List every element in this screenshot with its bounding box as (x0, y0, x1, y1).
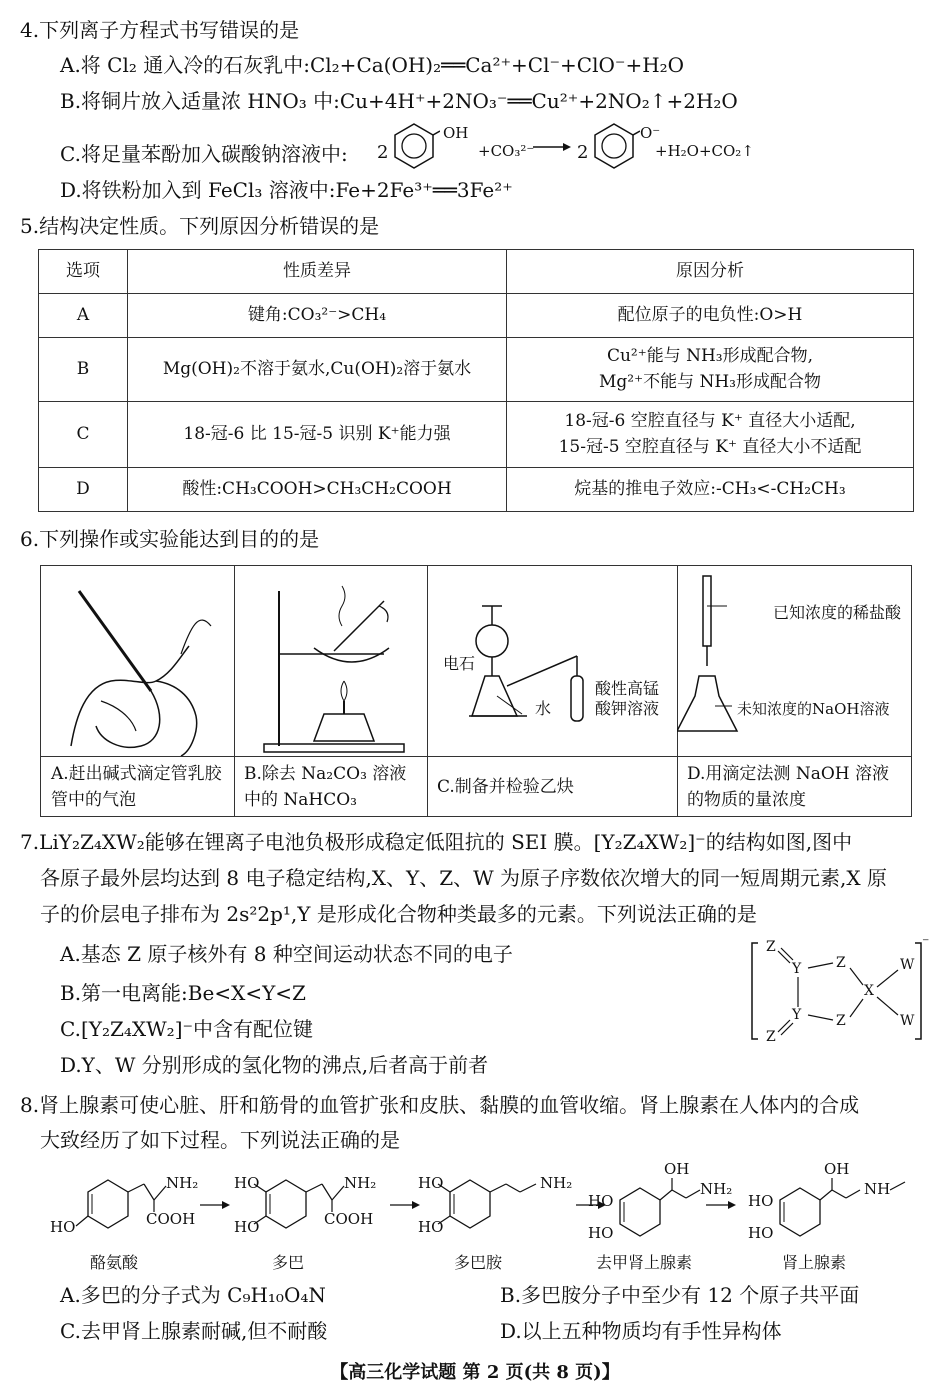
page-footer: 【高三化学试题 第 2 页(共 8 页)】 (330, 1362, 620, 1383)
table-cell: 酸性:CH₃COOH>CH₃CH₂COOH (128, 468, 507, 512)
table-cell: B (39, 338, 128, 402)
table-cell-line: Mg²⁺不能与 NH₃形成配合物 (599, 371, 821, 392)
table-cell: 配位原子的电负性:O>H (507, 294, 914, 338)
group-nh2: NH₂ (540, 1174, 573, 1192)
titration-setup-icon (677, 566, 911, 756)
table-row (39, 468, 914, 512)
q7-stem-line3: 子的价层电子排布为 2s²2p¹,Y 是形成化合物种类最多的元素。下列说法正确的是 (40, 902, 757, 926)
table-cell: A (39, 294, 128, 338)
q4-stem: 4.下列离子方程式书写错误的是 (20, 18, 300, 42)
q4-option-a: A.将 Cl₂ 通入冷的石灰乳中:Cl₂+Ca(OH)₂══Ca²⁺+Cl⁻+ClO⁻+H₂O (60, 53, 685, 77)
experiment-cell-a (41, 566, 235, 816)
table-cell: 烷基的推电子效应:-CH₃<-CH₂CH₃ (507, 468, 914, 512)
q5-stem: 5.结构决定性质。下列原因分析错误的是 (20, 214, 380, 238)
table-cell: 18-冠-6 比 15-冠-5 识别 K⁺能力强 (128, 402, 507, 468)
compound-name-tyrosine: 酪氨酸 (90, 1253, 139, 1272)
caption-c: C.制备并检验乙炔 (427, 756, 677, 816)
q7-option-c: C.[Y₂Z₄XW₂]⁻中含有配位键 (60, 1017, 314, 1041)
table-row (39, 402, 914, 468)
label-unknown-naoh: 未知浓度的NaOH溶液 (737, 700, 890, 718)
q8-option-c: C.去甲肾上腺素耐碱,但不耐酸 (60, 1319, 328, 1343)
group-nh2: NH₂ (700, 1180, 733, 1198)
group-ho: HO (418, 1218, 444, 1236)
table-row (39, 294, 914, 338)
atom-y: Y (792, 961, 802, 977)
table-cell: C (39, 402, 128, 468)
q5-table (38, 249, 914, 512)
experiment-cell-d (677, 566, 911, 816)
group-cooh: COOH (324, 1210, 374, 1228)
atom-w: W (900, 1013, 915, 1029)
table-cell-line: 15-冠-5 空腔直径与 K⁺ 直径大小不适配 (558, 436, 862, 457)
label-water: 水 (535, 699, 552, 718)
q4-c-o: O⁻ (640, 124, 661, 142)
q8-stem-line2: 大致经历了如下过程。下列说法正确的是 (40, 1128, 400, 1152)
atom-y: Y (792, 1007, 802, 1023)
q7-stem-line2: 各原子最外层均达到 8 电子稳定结构,X、Y、Z、W 为原子序数依次增大的同一短周期元素,X 原 (40, 866, 888, 890)
group-oh: OH (664, 1160, 690, 1178)
structure-bonds-icon (750, 935, 930, 1047)
experiment-cell-c (427, 566, 678, 816)
atom-z: Z (836, 955, 846, 971)
group-ho: HO (234, 1218, 260, 1236)
table-cell-line: Cu²⁺能与 NH₃形成配合物, (606, 346, 814, 366)
group-ho: HO (588, 1192, 614, 1210)
benzene-ring-phenol-icon (388, 120, 440, 172)
q4-c-oh: OH (443, 124, 469, 142)
group-oh: OH (824, 1160, 850, 1178)
table-cell: D (39, 468, 128, 512)
label-kmno4-2: 酸钾溶液 (595, 699, 660, 718)
table-header: 原因分析 (507, 250, 914, 294)
group-nh: NH (864, 1180, 891, 1198)
label-calcium-carbide: 电石 (443, 654, 476, 673)
table-cell (507, 338, 914, 402)
q8-stem-line1: 8.肾上腺素可使心脏、肝和筋骨的血管扩张和皮肤、黏膜的血管收缩。肾上腺素在人体内的合成 (20, 1093, 860, 1117)
group-ho: HO (588, 1224, 614, 1242)
charge-sign: ⁻ (922, 935, 930, 951)
group-ho: HO (50, 1218, 76, 1236)
experiment-cell-b (234, 566, 428, 816)
q4-c-products: +H₂O+CO₂↑ (655, 142, 754, 160)
q8-option-a: A.多巴的分子式为 C₉H₁₀O₄N (60, 1283, 326, 1307)
atom-z: Z (766, 1029, 776, 1045)
table-row (39, 338, 914, 402)
q4-option-d: D.将铁粉加入到 FeCl₃ 溶液中:Fe+2Fe³⁺══3Fe²⁺ (60, 178, 513, 202)
atom-w: W (900, 957, 915, 973)
q7-option-a: A.基态 Z 原子核外有 8 种空间运动状态不同的电子 (60, 942, 513, 966)
compound-name-norepinephrine: 去甲肾上腺素 (596, 1253, 693, 1272)
label-standard-hcl: 已知浓度的稀盐酸 (773, 603, 902, 622)
group-cooh: COOH (146, 1210, 196, 1228)
q7-option-b: B.第一电离能:Be<X<Y<Z (60, 981, 306, 1005)
caption-b: B.除去 Na₂CO₃ 溶液中的 NaHCO₃ (234, 756, 427, 816)
group-ho: HO (748, 1192, 774, 1210)
table-cell-line: 18-冠-6 空腔直径与 K⁺ 直径大小适配, (564, 411, 856, 431)
q6-stem: 6.下列操作或实验能达到目的的是 (20, 527, 320, 551)
benzene-ring-phenoxide-icon (588, 120, 640, 172)
q4-option-b: B.将铜片放入适量浓 HNO₃ 中:Cu+4H⁺+2NO₃⁻══Cu²⁺+2NO₂↑+2H₂O (60, 89, 738, 113)
compound-name-dopamine: 多巴胺 (454, 1253, 503, 1272)
group-ho: HO (418, 1174, 444, 1192)
q4-c-coef2: 2 (577, 142, 589, 163)
atom-x: X (864, 983, 874, 999)
q7-option-d: D.Y、W 分别形成的氢化物的沸点,后者高于前者 (60, 1053, 489, 1077)
reaction-arrow-icon (533, 140, 571, 154)
table-cell (507, 402, 914, 468)
q4-c-co3: +CO₃²⁻ (478, 142, 535, 160)
q4-option-c-prefix: C.将足量苯酚加入碳酸钠溶液中: (60, 142, 348, 166)
group-ho: HO (234, 1174, 260, 1192)
q7-stem-line1: 7.LiY₂Z₄XW₂能够在锂离子电池负极形成稳定低阻抗的 SEI 膜。[Y₂Z₄XW₂]⁻的结构如图,图中 (20, 830, 853, 854)
table-header-row (39, 250, 914, 294)
q7-structure-diagram (750, 935, 930, 1047)
q8-option-d: D.以上五种物质均有手性异构体 (500, 1319, 782, 1343)
q8-option-b: B.多巴胺分子中至少有 12 个原子共平面 (500, 1283, 860, 1307)
compound-name-epinephrine: 肾上腺素 (782, 1253, 847, 1272)
table-header: 性质差异 (128, 250, 507, 294)
label-kmno4-1: 酸性高锰 (595, 679, 660, 698)
q4-c-coef1: 2 (377, 142, 389, 163)
atom-z: Z (766, 939, 776, 955)
group-nh2: NH₂ (166, 1174, 199, 1192)
q6-experiment-figure (40, 565, 912, 817)
q8-synthesis-scheme (40, 1160, 920, 1275)
table-cell: Mg(OH)₂不溶于氨水,Cu(OH)₂溶于氨水 (128, 338, 507, 402)
group-ho: HO (748, 1224, 774, 1242)
compound-name-dopa: 多巴 (272, 1253, 305, 1272)
caption-a: A.赶出碱式滴定管乳胶管中的气泡 (41, 756, 234, 816)
burette-bubble-removal-icon (41, 566, 234, 756)
table-header: 选项 (39, 250, 128, 294)
caption-d: D.用滴定法测 NaOH 溶液的物质的量浓度 (677, 756, 911, 816)
group-nh2: NH₂ (344, 1174, 377, 1192)
atom-z: Z (836, 1013, 846, 1029)
evaporating-dish-heating-icon (234, 566, 427, 756)
table-cell: 键角:CO₃²⁻>CH₄ (128, 294, 507, 338)
